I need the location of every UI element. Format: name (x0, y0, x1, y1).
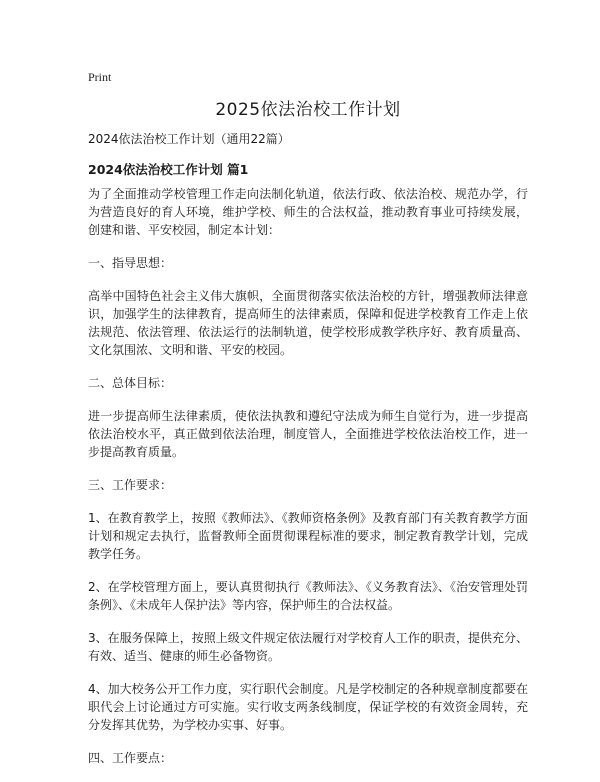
heading-guiding-ideology: 一、指导思想： (88, 256, 173, 270)
heading-work-requirements: 三、工作要求： (88, 478, 173, 492)
requirement-item: 2、在学校管理方面上，要认真贯彻执行《教师法》、《义务教育法》、《治安管理处罚条例》、《未成年人保护法》等内容，保护师生的合法权益。 (88, 580, 528, 612)
print-link[interactable]: Print (88, 70, 112, 84)
paragraph-guiding-ideology: 高举中国特色社会主义伟大旗帜，全面贯彻落实依法治校的方针，增强教师法律意识，加强学生的法律教育，提高师生的法律素质，保障和促进学校教育工作走上依法规范、依法管理、依法运行的法制轨道，使学校形成教学秩序好、教育质量高、文化氛围浓、文明和谐、平安的校园。 (88, 289, 528, 357)
heading-work-points: 四、工作要点： (88, 751, 173, 765)
requirement-item: 3、在服务保障上，按照上级文件规定依法履行对学校育人工作的职责，提供充分、有效、适当、健康的师生必备物资。 (88, 631, 528, 663)
paragraph-overall-goal: 进一步提高师生法律素质，使依法执教和遵纪守法成为师生自觉行为，进一步提高依法治校水平，真正做到依法治理，制度管人，全面推进学校依法治校工作，进一步提高教育质量。 (88, 409, 528, 459)
document-subtitle: 2024依法治校工作计划（通用22篇） (88, 132, 290, 146)
page-title: 2025依法治校工作计划 (215, 100, 401, 120)
requirement-item: 1、在教育教学上，按照《教师法》、《教师资格条例》及教育部门有关教育教学方面计划和规定去执行，监督教师全面贯彻课程标准的要求，制定教育教学计划，完成教学任务。 (88, 511, 528, 561)
document-body (88, 185, 528, 782)
intro-paragraph: 为了全面推动学校管理工作走向法制化轨道，依法行政、依法治校、规范办学，行为营造良好的育人环境，维护学校、师生的合法权益，推动教育事业可持续发展，创建和谐、平安校园，制定本计划： (88, 187, 528, 237)
heading-overall-goal: 二、总体目标： (88, 376, 173, 390)
section-heading: 2024依法治校工作计划 篇1 (88, 162, 249, 177)
requirement-item: 4、加大校务公开工作力度，实行职代会制度。凡是学校制定的各种规章制度都要在职代会上讨论通过方可实施。实行收支两条线制度，保证学校的有效资金周转，充分发挥其优势，为学校办实事、好事。 (88, 682, 528, 732)
